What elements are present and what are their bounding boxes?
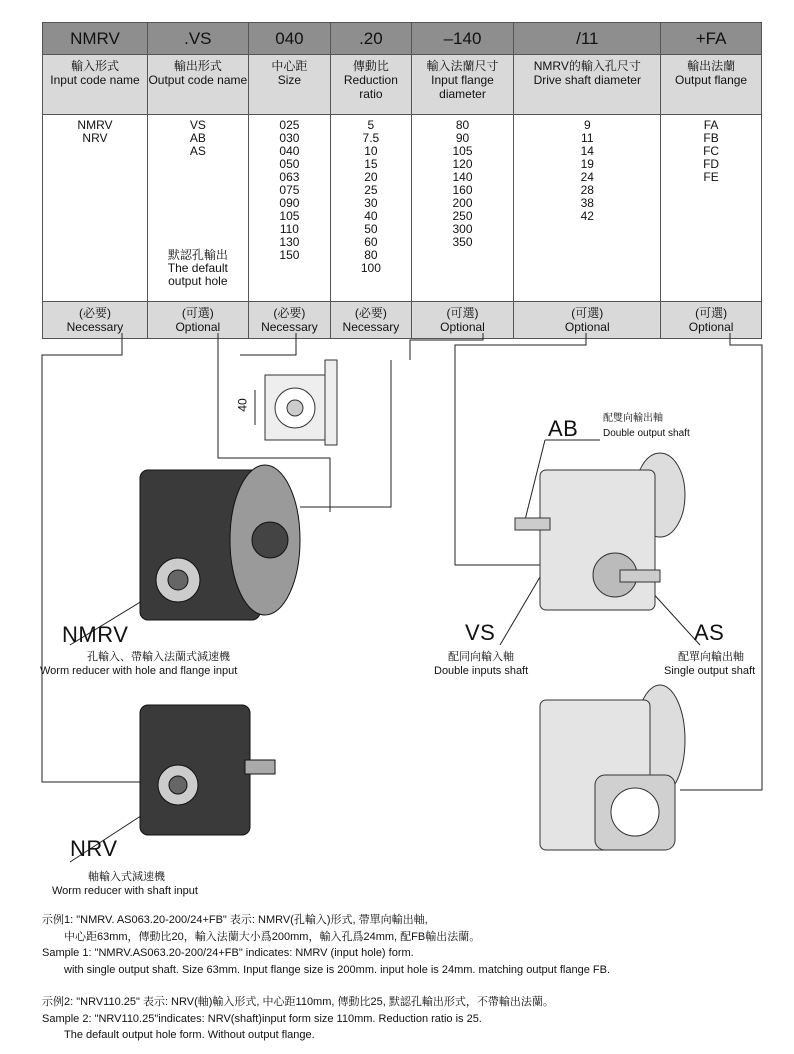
- value-item: 140: [452, 170, 473, 184]
- req-cn: (必要): [78, 306, 111, 320]
- value-item: 040: [279, 144, 300, 158]
- value-item: FE: [703, 170, 719, 184]
- note-line: Sample 1: "NMRV.AS063.20-200/24+FB" indicates: NMRV (input hole) form.: [42, 947, 414, 959]
- nmrv-gearbox-image: [140, 465, 300, 620]
- label-en: Input code name: [50, 73, 140, 87]
- vs-label: VS: [465, 620, 496, 645]
- req-en: Optional: [688, 320, 734, 334]
- value-item: 110: [279, 222, 299, 236]
- label-en: Size: [277, 73, 302, 87]
- value-item: 100: [360, 261, 381, 275]
- label-cn: 中心距: [271, 59, 308, 73]
- label-en: Output code name: [148, 73, 248, 87]
- note-line: 中心距63mm，傳動比20，輸入法蘭大小爲200mm，輸入孔爲24mm, 配FB輸出法蘭。: [64, 930, 481, 943]
- value-item: NRV: [82, 131, 108, 145]
- output-options-gearbox-image: [515, 453, 685, 610]
- value-item: AB: [189, 131, 206, 145]
- value-item: 150: [279, 248, 300, 262]
- nmrv-en: Worm reducer with hole and flange input: [40, 665, 238, 677]
- nmrv-cn: 孔輸入、帶輸入法蘭式減速機: [87, 651, 230, 663]
- nrv-cn: 軸輸入式減速機: [88, 871, 165, 883]
- code-cell: /11: [514, 23, 661, 55]
- as-cn: 配單向輸出軸: [678, 651, 744, 663]
- nmrv-label: NMRV: [62, 622, 129, 647]
- note-line: The default output hole form. Without output flange.: [64, 1029, 315, 1041]
- notes: [42, 912, 610, 1044]
- value-item: 090: [279, 196, 300, 210]
- value-item: FC: [703, 144, 720, 158]
- code-cell: +FA: [661, 23, 762, 55]
- label-cn: 輸入形式: [70, 59, 119, 73]
- note-line: Sample 2: "NRV110.25"indicates: NRV(shaft)input form size 110mm. Reduction ratio is 25.: [42, 1012, 482, 1025]
- value-item: 42: [580, 209, 594, 223]
- value-item: NMRV: [77, 118, 113, 132]
- value-item: FD: [703, 157, 720, 171]
- value-item: 120: [452, 157, 473, 171]
- vs-en: Double inputs shaft: [434, 665, 529, 677]
- ab-cn: 配雙向輸出軸: [603, 413, 663, 424]
- label-cn: NMRV的輸入孔尺寸: [533, 59, 641, 73]
- req-cn: (可選): [695, 306, 728, 320]
- value-item: 030: [279, 131, 300, 145]
- value-item: 7.5: [362, 131, 380, 145]
- req-en: Optional: [564, 320, 610, 334]
- default-note: 默認孔輸出 The default output hole: [167, 248, 228, 288]
- code-cell: .VS: [147, 23, 248, 55]
- dimension-label: 40: [235, 398, 250, 412]
- label-cn: 輸出法蘭: [687, 59, 736, 73]
- value-item: 14: [580, 144, 594, 158]
- req-en: Necessary: [261, 320, 318, 334]
- note-line: 示例1: "NMRV. AS063.20-200/24+FB" 表示: NMRV(孔輸入)形式, 帶單向輸出軸,: [42, 914, 428, 926]
- value-item: 60: [364, 235, 378, 249]
- value-item: 15: [364, 157, 378, 171]
- value-item: 40: [364, 209, 378, 223]
- value-item: 075: [279, 183, 300, 197]
- value-item: AS: [189, 144, 206, 158]
- value-item: 28: [580, 183, 594, 197]
- value-item: 105: [279, 209, 300, 223]
- note-line: with single output shaft. Size 63mm. Input flange size is 200mm. input hole is 24mm. matching output flange FB.: [64, 963, 611, 976]
- value-item: 9: [583, 118, 591, 132]
- value-item: 30: [364, 196, 378, 210]
- vs-cn: 配同向輸入軸: [448, 651, 514, 663]
- code-cell: .20: [331, 23, 411, 55]
- value-item: 20: [364, 170, 378, 184]
- value-item: 063: [279, 170, 300, 184]
- ab-en: Double output shaft: [603, 428, 690, 439]
- value-item: 38: [580, 196, 594, 210]
- value-item: 80: [364, 248, 378, 262]
- value-item: VS: [189, 118, 206, 132]
- value-item: 25: [364, 183, 378, 197]
- value-item: 200: [452, 196, 473, 210]
- value-item: 11: [581, 131, 594, 145]
- ab-label: AB: [548, 416, 579, 441]
- value-item: 50: [364, 222, 378, 236]
- as-en: Single output shaft: [664, 665, 756, 677]
- value-item: FB: [703, 131, 719, 145]
- label-en: Drive shaft diameter: [533, 73, 641, 87]
- value-item: 160: [452, 183, 473, 197]
- value-item: 24: [580, 170, 594, 184]
- label-cn: 傳動比: [352, 59, 389, 73]
- as-label: AS: [694, 620, 725, 645]
- connector-line: [680, 333, 762, 790]
- size-drawing: [265, 360, 337, 445]
- req-cn: (必要): [273, 306, 306, 320]
- value-item: 10: [364, 144, 378, 158]
- req-cn: (必要): [354, 306, 387, 320]
- req-cn: (可選): [181, 306, 214, 320]
- connector-line: [410, 333, 483, 360]
- connector-line: [42, 333, 150, 782]
- value-item: 250: [452, 209, 473, 223]
- value-item: 025: [279, 118, 300, 132]
- flange-gearbox-image: [540, 685, 685, 850]
- req-cn: (可選): [446, 306, 479, 320]
- req-en: Optional: [440, 320, 485, 334]
- code-cell: NMRV: [43, 23, 148, 55]
- label-en: Input flange diameter: [431, 73, 494, 101]
- code-cell: 040: [248, 23, 330, 55]
- value-item: 5: [367, 118, 375, 132]
- label-cn: 輸入法蘭尺寸: [426, 59, 499, 73]
- value-item: 350: [452, 235, 473, 249]
- label-cn: 輸出形式: [173, 59, 222, 73]
- value-item: FA: [703, 118, 719, 132]
- code-cell: –140: [411, 23, 514, 55]
- value-item: 050: [279, 157, 300, 171]
- value-item: 105: [452, 144, 473, 158]
- connector-line: [240, 333, 296, 355]
- nrv-gearbox-image: [140, 705, 275, 835]
- label-en: Reduction ratio: [343, 73, 398, 101]
- req-en: Optional: [175, 320, 221, 334]
- nrv-label: NRV: [70, 836, 118, 861]
- value-item: 90: [455, 131, 470, 145]
- value-item: 80: [455, 118, 470, 132]
- nrv-en: Worm reducer with shaft input: [52, 885, 198, 897]
- note-line: 示例2: "NRV110.25" 表示: NRV(軸)輸入形式, 中心距110mm, 傳動比25, 默認孔輸出形式，不帶輸出法蘭。: [42, 996, 554, 1008]
- req-cn: (可選): [571, 306, 604, 320]
- req-en: Necessary: [342, 320, 400, 334]
- value-item: 19: [580, 157, 594, 171]
- value-item: 300: [452, 222, 473, 236]
- req-en: Necessary: [66, 320, 124, 334]
- value-item: 130: [279, 235, 300, 249]
- label-en: Output flange: [675, 73, 748, 87]
